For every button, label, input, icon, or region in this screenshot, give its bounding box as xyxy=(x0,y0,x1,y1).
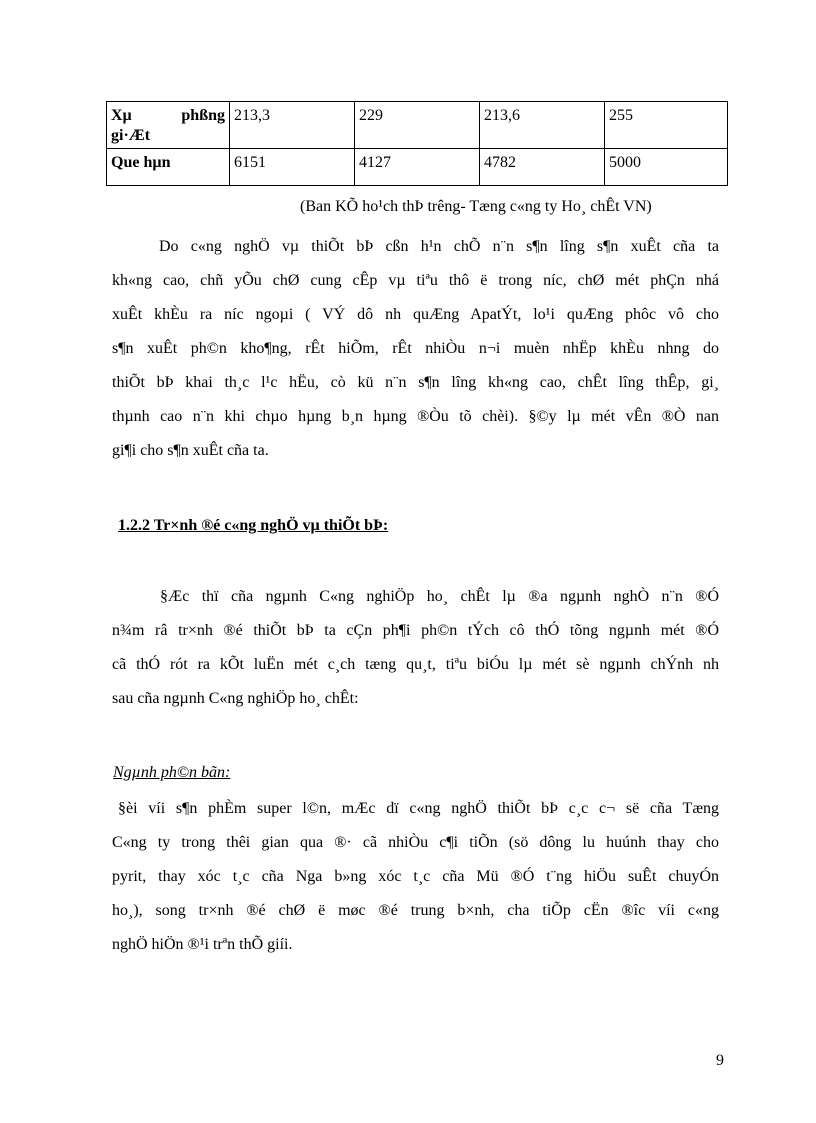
row-label-part: phßng xyxy=(181,107,225,124)
row-label-part: gi·Æt xyxy=(111,127,151,144)
text-line: thiÕt bÞ khai th¸c l¹c hËu, cò kü n¨n s¶n lîng kh«ng cao, chÊt lîng thÊp, gi¸ xyxy=(112,374,719,391)
page-number: 9 xyxy=(716,1052,724,1069)
paragraph-technology-limits xyxy=(112,230,719,468)
text-line: C«ng ty trong thêi gian qua ®· cã nhiÒu c¶i tiÕn (sö dông lu huúnh thay cho xyxy=(112,834,719,851)
text-line: nghÖ hiÖn ®¹i trªn thÕ giíi. xyxy=(112,936,293,953)
text-line: sau cña ngµnh C«ng nghiÖp ho¸ chÊt: xyxy=(112,690,359,707)
source-note: (Ban KÕ ho¹ch thÞ trêng- Tæng c«ng ty Ho¸ chÊt VN) xyxy=(300,198,652,215)
text-line: ho¸), song tr×nh ®é chØ ë møc ®é trung b×nh, cha tiÕp cËn ®îc víi c«ng xyxy=(112,902,719,919)
table-cell: 229 xyxy=(355,102,480,149)
table-cell: 213,3 xyxy=(230,102,355,149)
table-row xyxy=(107,102,728,149)
table-cell: 5000 xyxy=(605,149,728,186)
text-line: pyrit, thay xóc t¸c cña Nga b»ng xóc t¸c cña Mü ®Ó t¨ng hiÖu suÊt chuyÓn xyxy=(112,868,719,885)
table-cell: 4782 xyxy=(480,149,605,186)
subsection-heading: Ngµnh ph©n bãn: xyxy=(113,764,231,781)
text-line: gi¶i cho s¶n xuÊt cña ta. xyxy=(112,442,269,459)
table-cell: 4127 xyxy=(355,149,480,186)
production-table xyxy=(106,101,728,186)
text-line: §Æc thï cña ngµnh C«ng nghiÖp ho¸ chÊt lµ ®a ngµnh nghÒ n¨n ®Ó xyxy=(160,588,719,605)
text-line: cã thÓ rót ra kÕt luËn mét c¸ch tæng qu¸t, tiªu biÓu lµ mét sè ngµnh chÝnh nh xyxy=(112,656,719,673)
table-row xyxy=(107,149,728,186)
text-line: kh«ng cao, chñ yÕu chØ cung cÊp vµ tiªu thô ë trong níc, chØ mét phÇn nhá xyxy=(112,272,719,289)
text-line: s¶n xuÊt ph©n kho¶ng, rÊt hiÕm, rÊt nhiÒu n¬i muèn nhËp khÈu nhng do xyxy=(112,340,719,357)
text-line: §èi víi s¶n phÈm super l©n, mÆc dï c«ng nghÖ thiÕt bÞ c¸c c¬ së cña Tæng xyxy=(118,800,719,817)
text-line: n¾m râ tr×nh ®é thiÕt bÞ ta cÇn ph¶i ph©n tÝch cô thÓ tõng ngµnh mét ®Ó xyxy=(112,622,719,639)
text-line: thµnh cao n¨n khi chµo hµng b¸n hµng ®Òu tõ chèi). §©y lµ mét vÊn ®Ò nan xyxy=(112,408,719,425)
row-label xyxy=(107,102,230,149)
paragraph-industry-overview xyxy=(112,580,719,716)
text-line: Do c«ng nghÖ vµ thiÕt bÞ cßn h¹n chÕ n¨n s¶n lîng s¶n xuÊt cña ta xyxy=(159,238,719,255)
row-label-part: Xµ xyxy=(111,107,132,124)
table-cell: 6151 xyxy=(230,149,355,186)
paragraph-fertilizer xyxy=(112,792,719,962)
row-label: Que hµn xyxy=(107,149,230,186)
text-line: xuÊt khÈu ra níc ngoµi ( VÝ dô nh quÆng ApatÝt, lo¹i quÆng phôc vô cho xyxy=(112,306,719,323)
section-heading: 1.2.2 Tr×nh ®é c«ng nghÖ vµ thiÕt bÞ: xyxy=(118,517,389,534)
table-cell: 255 xyxy=(605,102,728,149)
table-cell: 213,6 xyxy=(480,102,605,149)
